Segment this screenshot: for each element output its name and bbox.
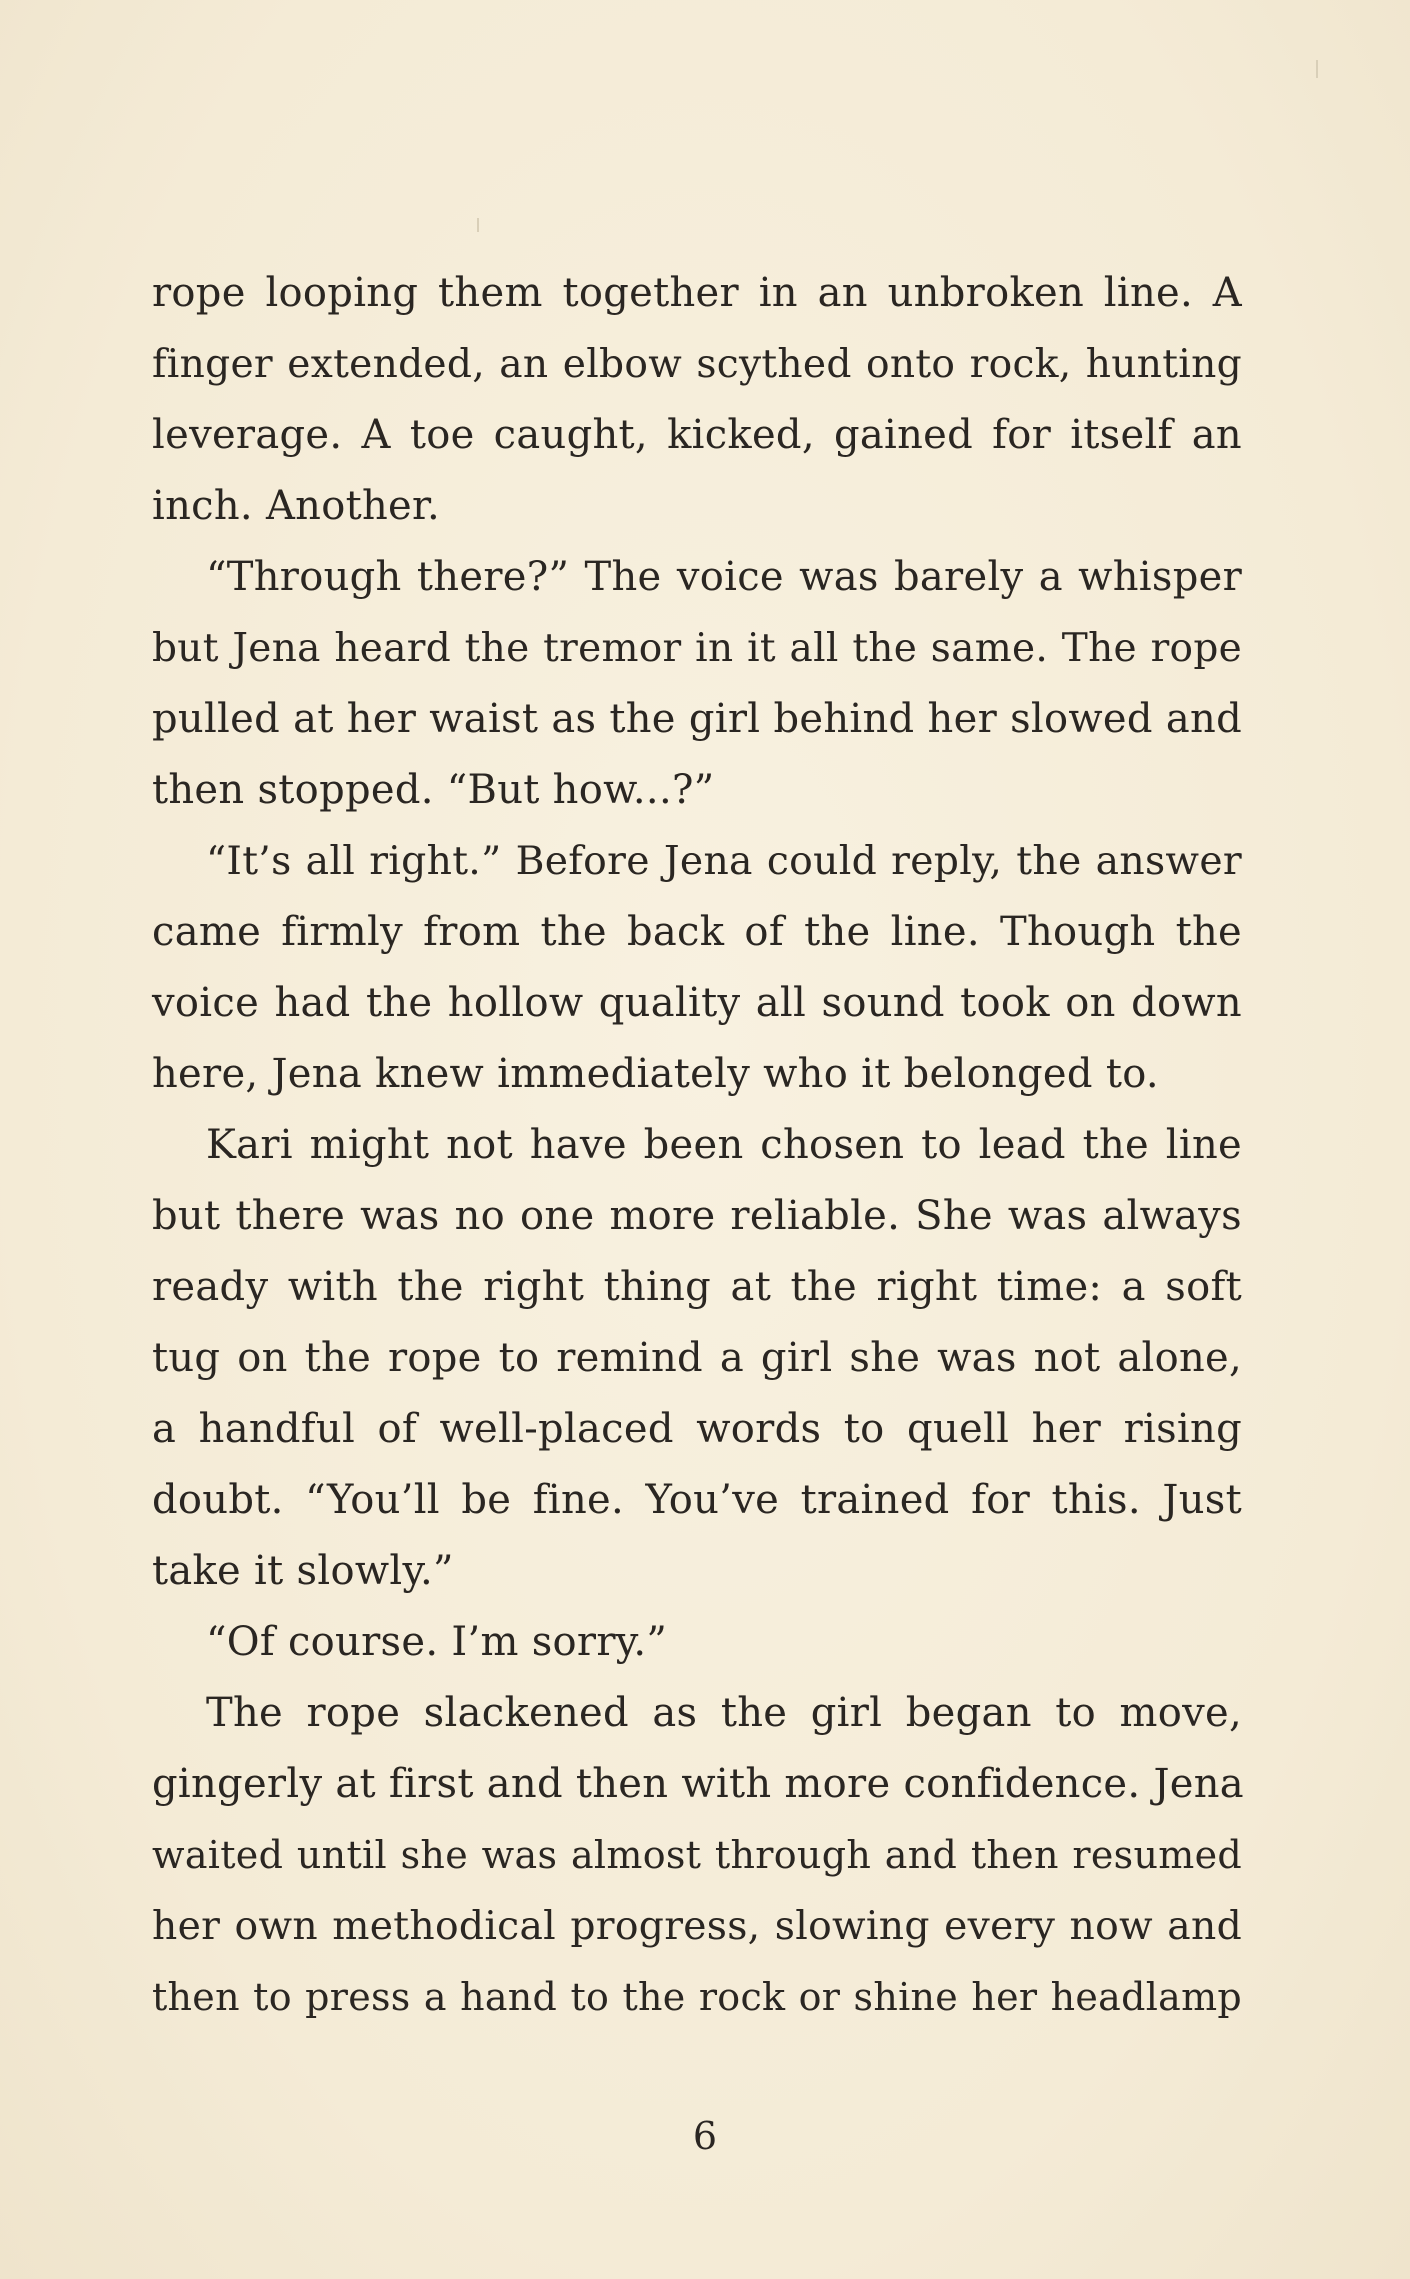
text-line: The rope slackened as the girl began to move, (206, 1690, 1242, 1736)
text-line: waited until she was almost through and then resumed (152, 1833, 1242, 1877)
margin-mark (1316, 60, 1318, 78)
text-line: inch. Another. (152, 483, 441, 529)
text-line: came firmly from the back of the line. Though the (152, 909, 1242, 955)
text-line: pulled at her waist as the girl behind her slowed and (152, 696, 1242, 742)
text-line: rope looping them together in an unbroken line. A (152, 270, 1242, 316)
text-line: a handful of well-placed words to quell her rising (152, 1406, 1242, 1452)
text-line: tug on the rope to remind a girl she was not alone, (152, 1335, 1242, 1381)
text-line: Kari might not have been chosen to lead the line (206, 1122, 1242, 1168)
text-line: ready with the right thing at the right time: a soft (152, 1264, 1242, 1310)
text-line: leverage. A toe caught, kicked, gained for itself an (152, 412, 1242, 458)
text-line: “It’s all right.” Before Jena could reply, the answer (206, 839, 1242, 884)
text-line: voice had the hollow quality all sound took on down (152, 980, 1242, 1026)
text-line: “Through there?” The voice was barely a whisper (206, 554, 1242, 600)
text-line: but there was no one more reliable. She was always (152, 1193, 1242, 1239)
text-line: here, Jena knew immediately who it belonged to. (152, 1051, 1159, 1097)
text-line: but Jena heard the tremor in it all the same. The rope (152, 626, 1242, 671)
text-line: then to press a hand to the rock or shine her headlamp (152, 1975, 1242, 2019)
page-number: 6 (692, 2114, 718, 2158)
text-line: “Of course. I’m sorry.” (206, 1619, 668, 1665)
margin-mark (477, 218, 479, 232)
text-line: then stopped. “But how...?” (152, 767, 715, 813)
text-line: her own methodical progress, slowing every now and (152, 1904, 1242, 1949)
text-line: finger extended, an elbow scythed onto rock, hunting (152, 342, 1242, 387)
body-text (152, 258, 1242, 2033)
text-line: gingerly at first and then with more confidence. Jena (152, 1761, 1244, 1807)
text-line: take it slowly.” (152, 1548, 454, 1594)
text-line: doubt. “You’ll be fine. You’ve trained for this. Just (152, 1477, 1242, 1523)
